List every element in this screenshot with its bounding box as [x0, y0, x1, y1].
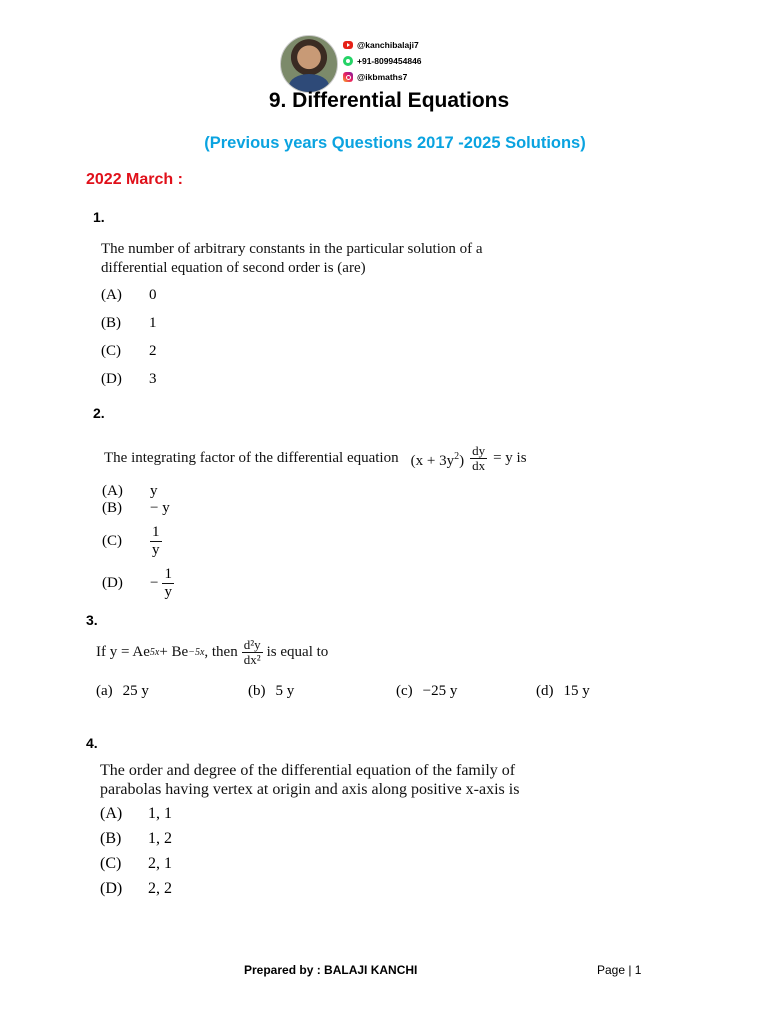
- option-value: 5 y: [275, 683, 295, 699]
- option-sign: −: [150, 574, 159, 591]
- option-label: (A): [101, 287, 122, 303]
- option: [102, 520, 174, 562]
- option-label: (D): [102, 574, 123, 591]
- option: [100, 805, 172, 830]
- option: [101, 343, 157, 371]
- option-value: − y: [150, 500, 170, 516]
- fraction-denominator: y: [164, 583, 172, 600]
- question-2-text-after: = y is: [493, 450, 527, 466]
- question-4-line-1: The order and degree of the differential equation of the family of: [100, 762, 516, 779]
- question-1-options: [101, 287, 157, 399]
- page-subtitle: (Previous years Questions 2017 -2025 Solutions): [204, 134, 586, 152]
- question-4-number: 4.: [86, 735, 98, 751]
- option-value: 3: [149, 371, 157, 387]
- option-label: (C): [101, 343, 121, 359]
- option-value: 2, 1: [148, 855, 172, 872]
- option-label: (c): [396, 683, 413, 699]
- fraction-denominator: y: [152, 541, 160, 558]
- option-value: 15 y: [563, 683, 590, 699]
- footer-prepared-by: Prepared by : BALAJI KANCHI: [244, 963, 418, 977]
- option: [100, 830, 172, 855]
- option-fraction: [150, 524, 162, 559]
- fraction-numerator: dy: [472, 443, 486, 458]
- option-label: (d): [536, 683, 554, 699]
- option-value: 25 y: [122, 683, 149, 699]
- social-instagram: [343, 72, 407, 82]
- fraction-denominator: dx²: [243, 652, 261, 667]
- question-4-line-2: parabolas having vertex at origin and axis along positive x-axis is: [100, 781, 520, 798]
- option-label: (B): [100, 830, 122, 847]
- option-label: (D): [101, 371, 122, 387]
- expr-part: (x + 3y: [410, 452, 455, 469]
- question-2-number: 2.: [93, 405, 105, 421]
- fraction-numerator: d²y: [243, 637, 261, 652]
- option: [102, 483, 174, 500]
- option: [101, 315, 157, 343]
- fraction-numerator: 1: [152, 523, 160, 540]
- question-2-expression: [411, 447, 464, 471]
- option: [102, 562, 174, 604]
- option-label: (A): [102, 483, 123, 499]
- question-1-line-1: The number of arbitrary constants in the particular solution of a: [101, 241, 483, 257]
- question-1-number: 1.: [93, 209, 105, 225]
- social-youtube: [343, 40, 419, 50]
- option: [101, 371, 157, 399]
- question-1-line-2: differential equation of second order is (are): [101, 260, 366, 276]
- question-3-number: 3.: [86, 612, 98, 628]
- question-4-text: [100, 761, 519, 799]
- option-fraction: [162, 566, 174, 601]
- option-value: 1, 1: [148, 805, 172, 822]
- expr-sup: 2: [454, 450, 460, 462]
- option-label: (b): [248, 683, 266, 699]
- option: [100, 855, 172, 880]
- option: [102, 500, 174, 520]
- q3-text-part: + Be: [159, 644, 189, 660]
- option-label: (C): [102, 532, 122, 549]
- option-label: (B): [101, 315, 121, 331]
- option-value: 2: [149, 343, 157, 359]
- option-value: 1: [149, 315, 157, 331]
- option-label: (C): [100, 855, 122, 872]
- option-label: (B): [102, 500, 122, 516]
- section-heading: 2022 March :: [86, 171, 183, 188]
- question-2-text: [104, 444, 527, 473]
- q3-text-part: , then: [204, 644, 238, 660]
- option-value: −25 y: [422, 683, 458, 699]
- question-2-text-before: The integrating factor of the differential equation: [104, 450, 399, 466]
- option: [536, 683, 590, 700]
- option-value: y: [150, 483, 158, 499]
- option: [100, 880, 172, 905]
- whatsapp-icon: [343, 56, 353, 66]
- question-1-text: [101, 240, 483, 278]
- fraction-denominator: dx: [472, 458, 486, 473]
- youtube-icon: [343, 41, 353, 49]
- footer-page-number: Page | 1: [597, 963, 642, 977]
- option-value: 1, 2: [148, 830, 172, 847]
- option-label: (D): [100, 880, 123, 897]
- option: [101, 287, 157, 315]
- social-whatsapp-text: +91-8099454846: [357, 56, 422, 66]
- fraction-d2y-dx2: [242, 638, 263, 667]
- social-instagram-text: @ikbmaths7: [357, 72, 408, 82]
- fraction-numerator: 1: [164, 565, 172, 582]
- fraction-dy-dx: [470, 444, 487, 473]
- q3-sup: −5x: [188, 647, 205, 658]
- q3-text-part: If y = Ae: [96, 644, 150, 660]
- question-4-options: [100, 805, 172, 905]
- option-value: 0: [149, 287, 157, 303]
- expr-part: ): [459, 452, 465, 469]
- social-whatsapp: [343, 56, 422, 66]
- option-label: (a): [96, 683, 113, 699]
- question-2-options: [102, 483, 174, 604]
- q3-sup: 5x: [149, 647, 160, 658]
- instagram-icon: [343, 72, 353, 82]
- question-3-text: [96, 638, 328, 667]
- option: [96, 683, 149, 700]
- option-value: 2, 2: [148, 880, 172, 897]
- option: [396, 683, 457, 700]
- author-avatar: [280, 35, 338, 93]
- option-label: (A): [100, 805, 123, 822]
- option: [248, 683, 294, 700]
- page-title: 9. Differential Equations: [268, 89, 510, 112]
- q3-text-part: is equal to: [266, 644, 329, 660]
- social-youtube-text: @kanchibalaji7: [357, 40, 419, 50]
